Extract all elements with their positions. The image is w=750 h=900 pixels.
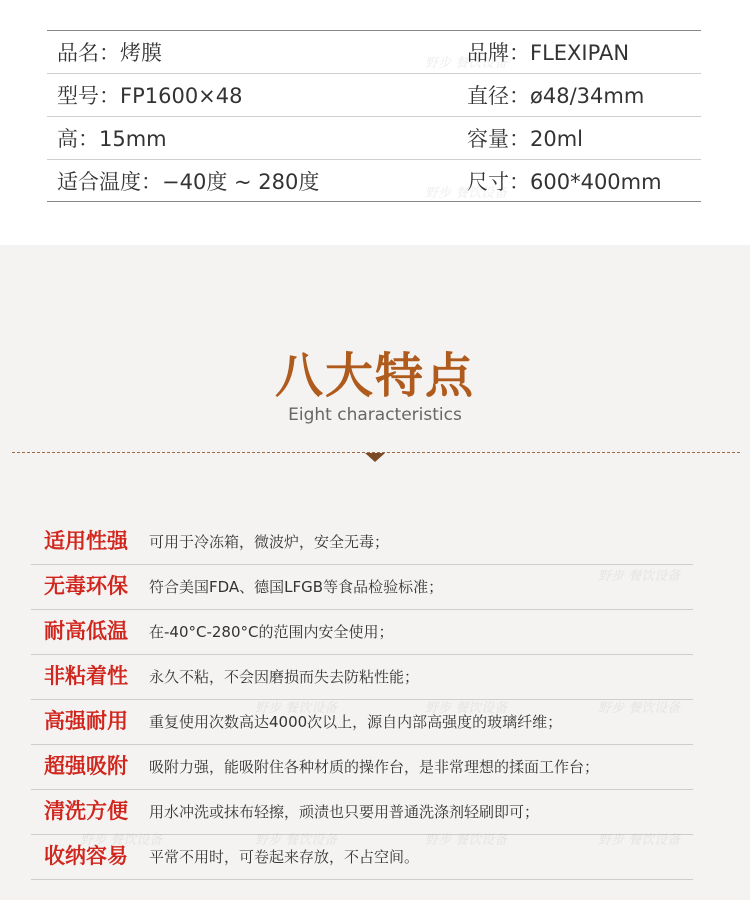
feature-title: 适用性强 <box>44 529 128 553</box>
feature-title: 耐高低温 <box>44 619 128 643</box>
spec-row <box>47 30 701 73</box>
watermark: 野步 餐饮设备 <box>425 833 508 848</box>
feature-item <box>31 610 693 655</box>
spec-row <box>47 159 701 202</box>
feature-title: 高强耐用 <box>44 709 128 733</box>
spec-size: 尺寸：600*400mm <box>467 170 662 194</box>
feature-description: 在-40°C-280°C的范围内安全使用； <box>149 623 394 641</box>
spec-table <box>47 30 701 202</box>
watermark: 野步 餐饮设备 <box>598 569 681 584</box>
watermark: 野步 餐饮设备 <box>598 701 681 716</box>
feature-title: 无毒环保 <box>44 574 128 598</box>
feature-description: 重复使用次数高达4000次以上，源自内部高强度的玻璃纤维； <box>149 713 563 731</box>
features-heading: 八大特点 <box>274 348 475 404</box>
feature-title: 超强吸附 <box>44 754 128 778</box>
feature-item <box>31 745 693 790</box>
spec-capacity: 容量：20ml <box>467 127 584 151</box>
spec-height: 高：15mm <box>57 127 167 151</box>
feature-description: 可用于冷冻箱，微波炉，安全无毒； <box>149 533 390 551</box>
watermark: 野步 餐饮设备 <box>425 701 508 716</box>
watermark: 野步 餐饮设备 <box>255 701 338 716</box>
feature-item <box>31 565 693 610</box>
spec-temperature: 适合温度：−40度 ~ 280度 <box>57 170 320 194</box>
watermark: 野步 餐饮设备 <box>425 56 508 71</box>
spec-row <box>47 73 701 116</box>
spec-row <box>47 116 701 159</box>
features-subheading: Eight characteristics <box>288 405 462 425</box>
spec-model: 型号：FP1600×48 <box>57 84 243 108</box>
feature-title: 非粘着性 <box>44 664 128 688</box>
feature-item <box>31 835 693 880</box>
feature-title: 收纳容易 <box>44 844 128 868</box>
torn-paper-edge <box>0 233 750 257</box>
feature-description: 永久不粘，不会因磨损而失去防粘性能； <box>149 668 420 686</box>
feature-description: 用水冲洗或抹布轻擦，顽渍也只要用普通洗涤剂轻刷即可； <box>149 803 540 821</box>
feature-description: 吸附力强，能吸附住各种材质的操作台，是非常理想的揉面工作台； <box>149 758 600 776</box>
spec-diameter: 直径：ø48/34mm <box>467 84 645 108</box>
feature-list <box>31 520 693 880</box>
feature-item <box>31 655 693 700</box>
feature-title: 清洗方便 <box>44 799 128 823</box>
feature-item <box>31 790 693 835</box>
feature-description: 符合美国FDA、德国LFGB等食品检验标准； <box>149 578 444 596</box>
watermark: 野步 餐饮设备 <box>598 833 681 848</box>
feature-description: 平常不用时，可卷起来存放，不占空间。 <box>149 848 420 866</box>
down-triangle-icon <box>365 453 385 462</box>
spec-brand: 品牌：FLEXIPAN <box>467 41 630 65</box>
spec-section <box>0 0 750 245</box>
features-section <box>0 245 750 900</box>
watermark: 野步 餐饮设备 <box>80 833 163 848</box>
watermark: 野步 餐饮设备 <box>425 186 508 201</box>
watermark: 野步 餐饮设备 <box>255 833 338 848</box>
feature-item <box>31 520 693 565</box>
feature-item <box>31 700 693 745</box>
spec-product-name: 品名：烤膜 <box>57 41 162 65</box>
